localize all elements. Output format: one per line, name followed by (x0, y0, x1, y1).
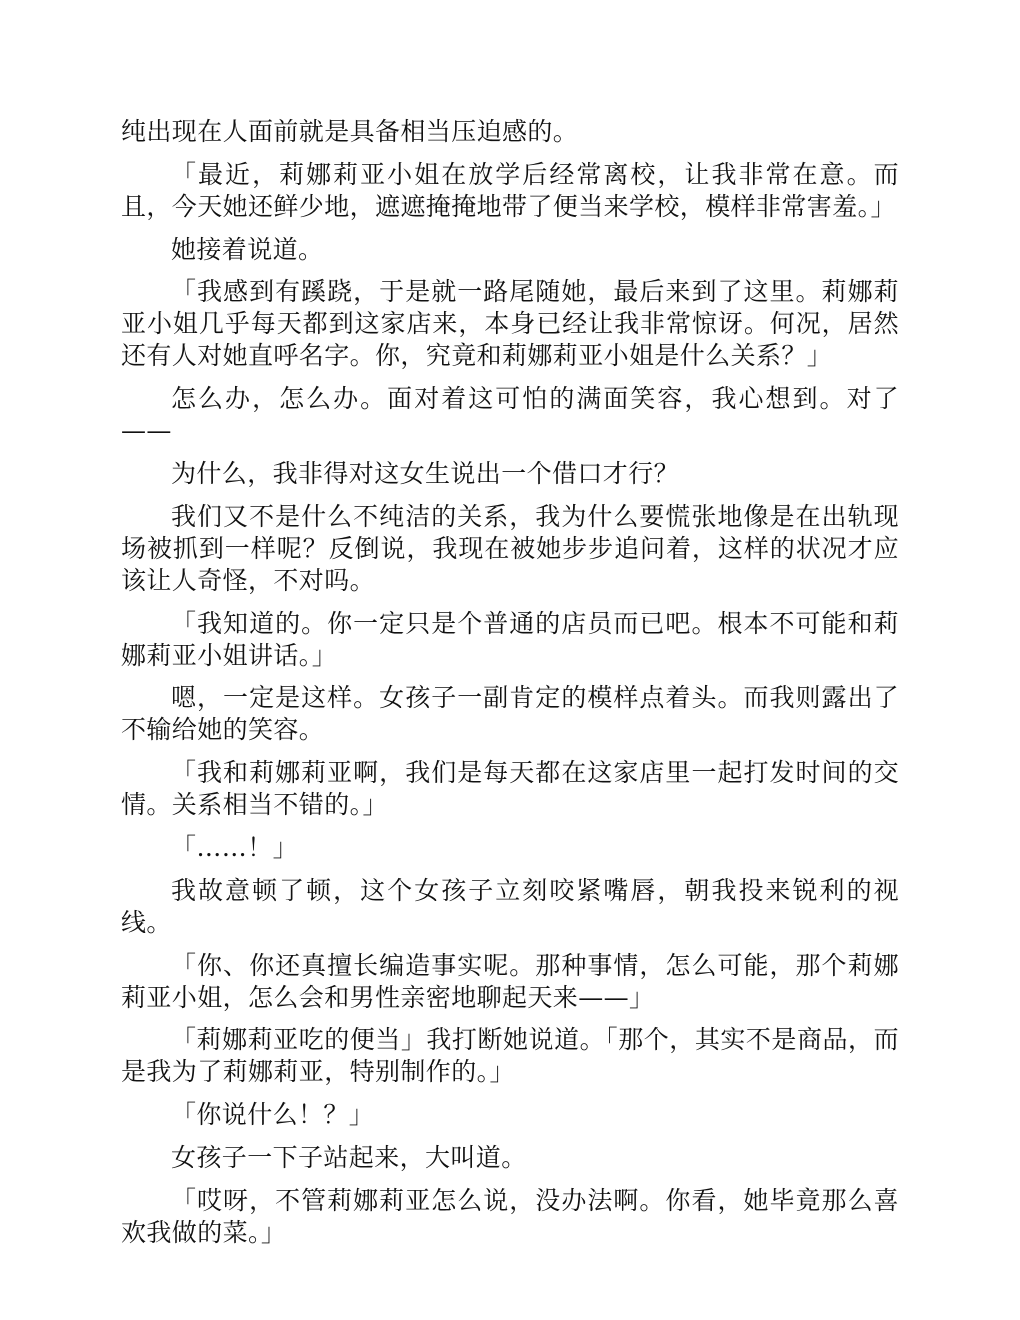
paragraph: 为什么，我非得对这女生说出一个借口才行？ (171, 458, 680, 488)
paragraph: 「哎呀，不管莉娜莉亚怎么说，没办法啊。你看，她毕竟那么喜欢我做的菜。」 (121, 1185, 899, 1247)
paragraph: 「你说什么！？」 (171, 1100, 375, 1130)
paragraph: 纯出现在人面前就是具备相当压迫感的。 (121, 117, 579, 146)
paragraph: 「我感到有蹊跷，于是就一路尾随她，最后来到了这里。莉娜莉亚小姐几乎每天都到这家店来，本身已经让我非常惊讶。何况，居然还有人对她直呼名字。你，究竟和莉娜莉亚小姐是什么关系？」 (121, 277, 899, 371)
paragraph: 「莉娜莉亚吃的便当」我打断她说道。「那个，其实不是商品，而是我为了莉娜莉亚，特别制作的。」 (121, 1025, 899, 1087)
novel-text-body (121, 116, 899, 1260)
paragraph: 「你、你还真擅长编造事实呢。那种事情，怎么可能，那个莉娜莉亚小姐，怎么会和男性亲密地聊起天来——」 (121, 950, 899, 1012)
paragraph: 「我知道的。你一定只是个普通的店员而已吧。根本不可能和莉娜莉亚小姐讲话。」 (121, 608, 899, 670)
paragraph: 我们又不是什么不纯洁的关系，我为什么要慌张地像是在出轨现场被抓到一样呢？反倒说，我现在被她步步追问着，这样的状况才应该让人奇怪，不对吗。 (121, 501, 899, 595)
paragraph: 「最近，莉娜莉亚小姐在放学后经常离校，让我非常在意。而且，今天她还鲜少地，遮遮掩掩地带了便当来学校，模样非常害羞。」 (121, 159, 899, 221)
paragraph: 嗯，一定是这样。女孩子一副肯定的模样点着头。而我则露出了不输给她的笑容。 (121, 683, 899, 745)
paragraph: 女孩子一下子站起来，大叫道。 (171, 1142, 527, 1172)
paragraph: 「……！」 (171, 832, 299, 862)
paragraph: 怎么办，怎么办。面对着这可怕的满面笑容，我心想到。对了—— (121, 384, 899, 446)
paragraph: 「我和莉娜莉亚啊，我们是每天都在这家店里一起打发时间的交情。关系相当不错的。」 (121, 758, 899, 820)
paragraph: 她接着说道。 (171, 234, 324, 264)
paragraph: 我故意顿了顿，这个女孩子立刻咬紧嘴唇，朝我投来锐利的视线。 (121, 875, 899, 937)
